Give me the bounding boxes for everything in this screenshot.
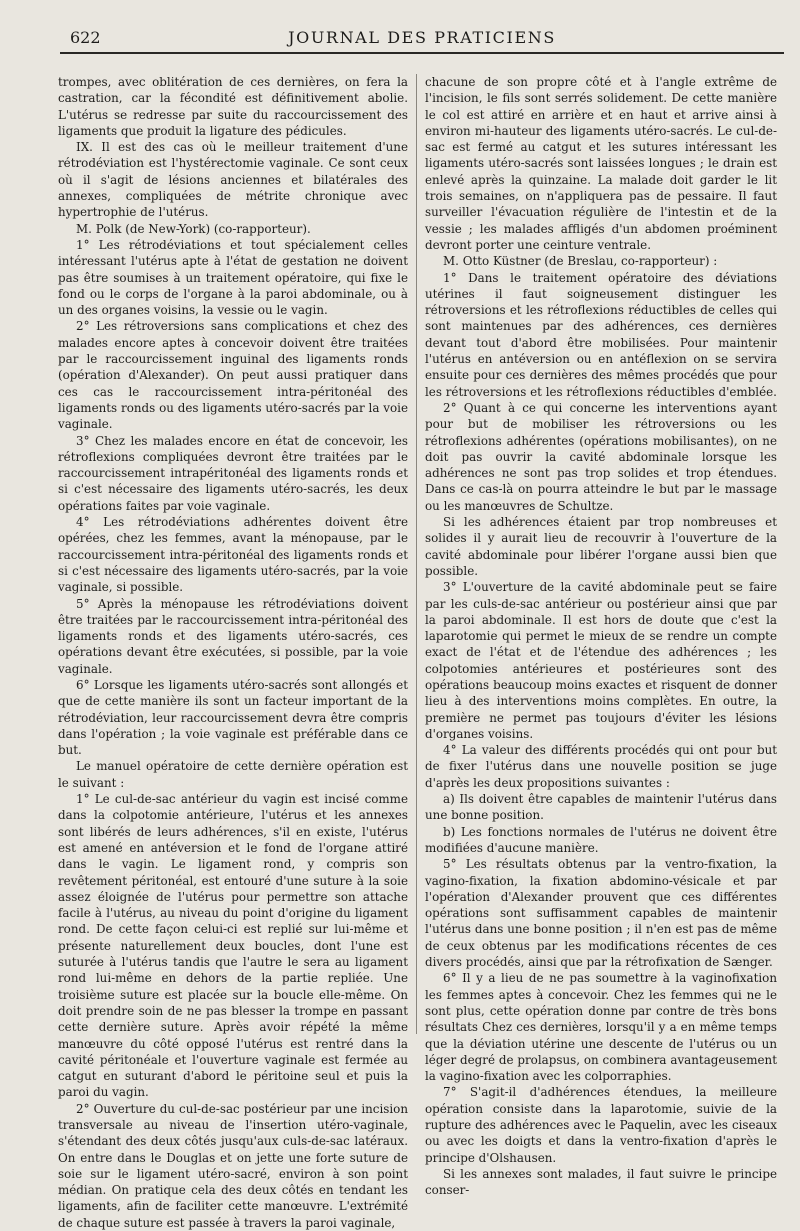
paragraph: IX. Il est des cas où le meilleur traitement d'une rétrodéviation est l'hystérectomie vaginale. Ce sont ceux où il s'agit de lésions anciennes et bilatérales des annexes, compliquées de métrite chronique avec hypertrophie de l'utérus. <box>58 140 408 220</box>
paragraph: 3° L'ouverture de la cavité abdominale peut se faire par les culs-de-sac antérieur ou postérieur ainsi que par la paroi abdominale. Il est hors de doute que c'est la laparotomie qui permet le mieux de se rendre un compte exact de l'état et de l'étendue des adhérences ; les colpotomies antérieures et postérieures sont des opérations beaucoup moins exactes et risquent de donner lieu à des interventions moins complètes. En outre, la première ne permet pas toujours d'éviter les lésions d'organes voisins. <box>425 580 777 741</box>
column-divider <box>416 74 417 1034</box>
journal-title: JOURNAL DES PRATICIENS <box>288 28 556 47</box>
paragraph: M. Otto Küstner (de Breslau, co-rapporteur) : <box>443 254 718 269</box>
page-number: 622 <box>70 28 101 47</box>
paragraph: 2° Les rétroversions sans complications et chez des malades encore aptes à concevoir doivent être traitées par le raccourcissement inguinal des ligaments ronds (opération d'Alexander). On peut aussi pratiquer dans ces cas le raccourcissement intra-péritonéal des ligaments ronds ou des ligaments utéro-sacrés par la voie vaginale. <box>58 319 408 432</box>
paragraph: 2° Quant à ce qui concerne les interventions ayant pour but de mobiliser les rétroversions ou les rétroflexions adhérentes (opérations mobilisantes), on ne doit pas ouvrir la cavité abdominale lorsque les adhérences ne sont pas trop solides et trop étendues. Dans ce cas-là on pourra atteindre le but par le massage ou les manœuvres de Schultze. <box>425 400 777 513</box>
left-column <box>58 74 408 1230</box>
paragraph: 7° S'agit-il d'adhérences étendues, la meilleure opération consiste dans la laparotomie, suivie de la rupture des adhérences avec le Paquelin, avec les ciseaux ou avec les doigts et dans la ventro-fixation d'après le principe d'Olshausen. <box>425 1085 777 1165</box>
right-column <box>425 74 777 1198</box>
paragraph: b) Les fonctions normales de l'utérus ne doivent être modifiées d'aucune manière. <box>425 824 777 855</box>
paragraph: 6° Il y a lieu de ne pas soumettre à la vaginofixation les femmes aptes à concevoir. Chez les femmes qui ne le sont plus, cette opération donne par contre de très bons résultats Chez ces dernières, lorsqu'il y a en même temps que la déviation utérine une descente de l'utérus ou un léger degré de prolapsus, on combinera avantageusement la vagino-fixation avec les colporraphies. <box>425 971 777 1084</box>
paragraph: 1° Dans le traitement opératoire des déviations utérines il faut soigneusement distinguer les rétroversions et les rétroflexions réductibles de celles qui sont maintenues par des adhérences, ces dernières devant tout d'abord être mobilisées. Pour maintenir l'utérus en antéversion ou en antéflexion on se servira ensuite pour ces dernières des mêmes procédés que pour les rétroversions et les rétroflexions réductibles d'emblée. <box>425 270 777 399</box>
paragraph: 5° Les résultats obtenus par la ventro-fixation, la vagino-fixation, la fixation abdomino-vésicale et par l'opération d'Alexander prouvent que ces différentes opérations sont suffisamment capables de maintenir l'utérus dans une bonne position ; il n'en est pas de même de ceux obtenus par les modifications récentes de ces divers procédés, ainsi que par la rétrofixation de Sænger. <box>425 857 777 970</box>
paragraph: trompes, avec oblitération de ces dernières, on fera la castration, car la fécondité est définitivement abolie. L'utérus se redresse par suite du raccourcissement des ligaments que produit la ligature des pédicules. <box>58 75 408 138</box>
paragraph: 5° Après la ménopause les rétrodéviations doivent être traitées par le raccourcissement intra-péritonéal des ligaments ronds et des ligaments utéro-sacrés, ces opérations devant être exécutées, si possible, par la voie vaginale. <box>58 596 408 676</box>
paragraph: chacune de son propre côté et à l'angle extrême de l'incision, le fils sont serrés solidement. De cette manière le col est attiré en arrière et en haut et arrive ainsi à environ mi-hauteur des ligaments utéro-sacrés. Le cul-de-sac est fermé au catgut et les sutures intéressant les ligaments utéro-sacrés sont laissées longues ; le drain est enlevé après la quinzaine. La malade doit garder le lit trois semaines, on n'appliquera pas de pessaire. Il faut surveiller l'évacuation régulière de l'intestin et de la vessie ; les malades affligés d'un abdomen proéminent devront porter une ceinture ventrale. <box>425 75 777 252</box>
page-header <box>60 26 784 54</box>
paragraph: M. Polk (de New-York) (co-rapporteur). <box>76 221 311 236</box>
paragraph: Si les annexes sont malades, il faut suivre le principe conser- <box>425 1166 777 1198</box>
paragraph: 1° Les rétrodéviations et tout spécialement celles intéressant l'utérus apte à l'état de gestation ne doivent pas être soumises à un traitement opératoire, qui fixe le fond ou le corps de l'organe à la paroi abdominale, ou à un des organes voisins, la vessie ou le vagin. <box>58 237 408 318</box>
paragraph: 3° Chez les malades encore en état de concevoir, les rétroflexions compliquées devront être traitées par le raccourcissement intrapéritonéal des ligaments ronds et si c'est nécessaire des ligaments utéro-sacrés, les deux opérations faites par voie vaginale. <box>58 433 408 513</box>
paragraph: 1° Le cul-de-sac antérieur du vagin est incisé comme dans la colpotomie antérieure, l'utérus et les annexes sont libérés de leurs adhérences, s'il en existe, l'utérus est amené en antéversion et le fond de l'organe attiré dans le vagin. Le ligament rond, y compris son revêtement péritonéal, est entouré d'une suture à la soie assez éloignée de l'utérus pour permettre son attache facile à l'utérus, au niveau du point d'origine du ligament rond. De cette façon celui-ci est replié sur lui-même et présente naturellement deux boucles, dont l'une est suturée à l'utérus tandis que l'autre le sera au ligament rond lui-même en dehors de la partie repliée. Une troisième suture est placée sur la boucle elle-même. On doit prendre soin de ne pas blesser la trompe en passant cette dernière suture. Après avoir répété la même manœuvre du côté opposé l'utérus est rentré dans la cavité péritonéale et l'ouverture vaginale est fermée au catgut en suturant d'abord le péritoine seul et puis la paroi du vagin. <box>58 792 408 1100</box>
paragraph: 4° Les rétrodéviations adhérentes doivent être opérées, chez les femmes, avant la ménopause, par le raccourcissement intra-péritonéal des ligaments ronds et si c'est nécessaire des ligaments utéro-sacrés, par la voie vaginale, si possible. <box>58 515 408 595</box>
paragraph: a) Ils doivent être capables de maintenir l'utérus dans une bonne position. <box>425 792 777 823</box>
paragraph: 2° Ouverture du cul-de-sac postérieur par une incision transversale au niveau de l'insertion utéro-vaginale, s'étendant des deux côtés jusqu'aux culs-de-sac latéraux. On entre dans le Douglas et on jette une forte suture de soie sur le ligament utéro-sacré, environ à son point médian. On pratique cela des deux côtés en tendant les ligaments, afin de faciliter cette manœuvre. L'extrémité de chaque suture est passée à travers la paroi vaginale, <box>58 1101 408 1230</box>
paragraph: Le manuel opératoire de cette dernière opération est le suivant : <box>58 759 408 790</box>
paragraph: 6° Lorsque les ligaments utéro-sacrés sont allongés et que de cette manière ils sont un facteur important de la rétrodéviation, leur raccourcissement devra être compris dans l'opération ; la voie vaginale est préférable dans ce but. <box>58 677 408 758</box>
paragraph: Si les adhérences étaient par trop nombreuses et solides il y aurait lieu de recouvrir à l'ouverture de la cavité abdominale pour libérer l'organe aussi bien que possible. <box>425 515 777 578</box>
paragraph: 4° La valeur des différents procédés qui ont pour but de fixer l'utérus dans une nouvelle position se juge d'après les deux propositions suivantes : <box>425 743 777 790</box>
